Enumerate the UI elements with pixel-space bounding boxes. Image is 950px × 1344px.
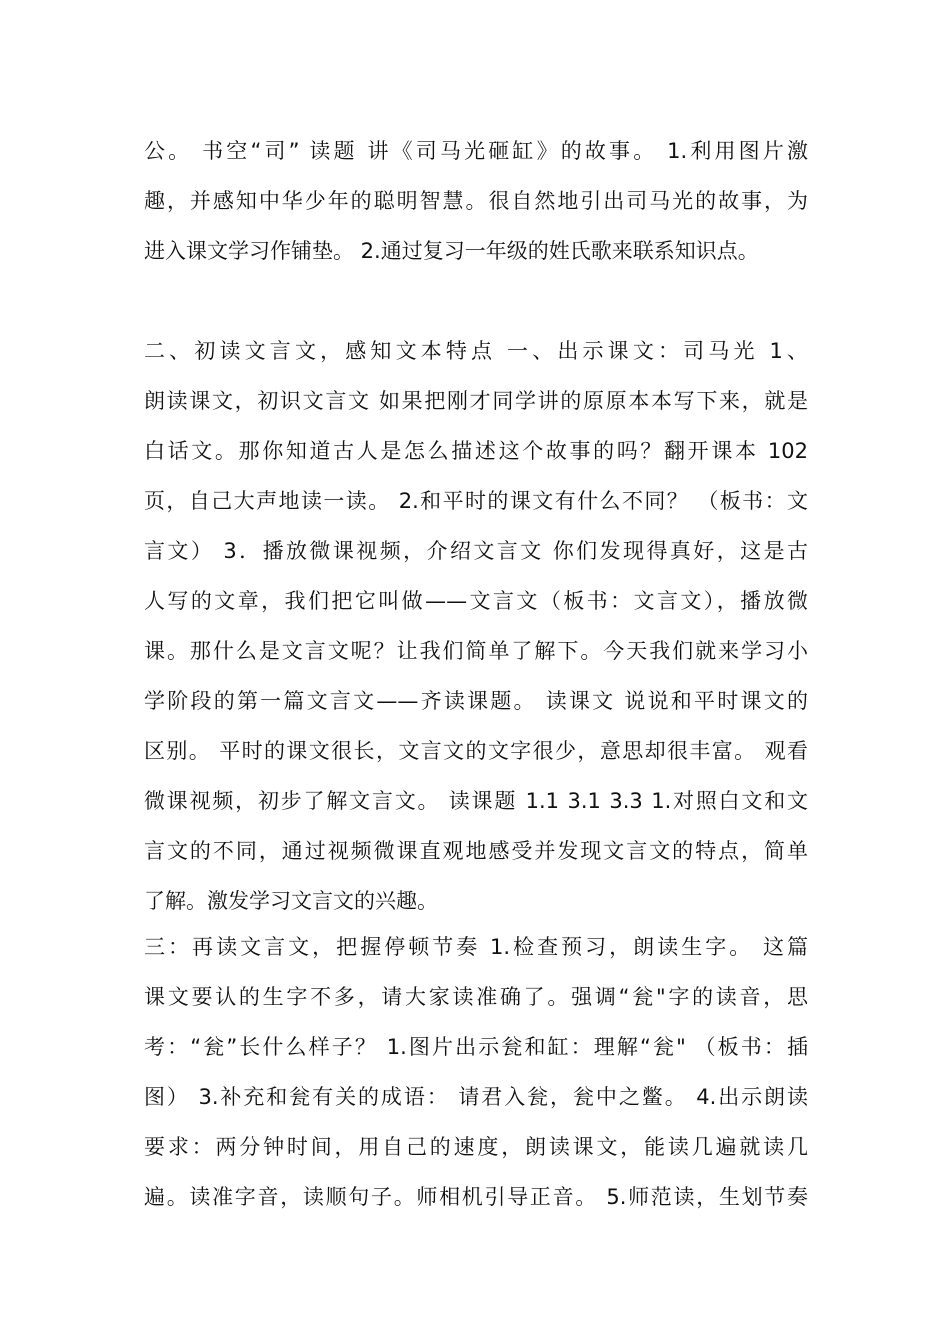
text-line: 人写的文章，我们把它叫做——文言文（板书：文言文），播放微 (144, 589, 808, 613)
text-line: 公。 书空“司” 读题 讲《司马光砸缸》的故事。 1.利用图片激 (144, 139, 808, 163)
text-line: 图） 3.补充和瓮有关的成语： 请君入瓮，瓮中之鳖。 4.出示朗读 (144, 1085, 808, 1109)
text-line: 课。那什么是文言文呢？让我们简单了解下。今天我们就来学习小 (144, 639, 808, 663)
text-line: 言文的不同，通过视频微课直观地感受并发现文言文的特点，简单 (144, 839, 808, 863)
paragraph-intro-continuation (144, 126, 808, 276)
text-line: 朗读课文，初识文言文 如果把刚才同学讲的原原本本写下来，就是 (144, 389, 808, 413)
text-line: 区别。 平时的课文很长，文言文的文字很少，意思却很丰富。 观看 (144, 739, 808, 763)
text-line: 考：“瓮”长什么样子？ 1.图片出示瓮和缸：理解“瓮" （板书：插 (144, 1035, 808, 1059)
text-line: 白话文。那你知道古人是怎么描述这个故事的吗？翻开课本 102 (144, 439, 808, 463)
text-line: 趣，并感知中华少年的聪明智慧。很自然地引出司马光的故事，为 (144, 189, 808, 213)
paragraph-section-three (144, 922, 808, 1222)
text-line: 言文） 3．播放微课视频，介绍文言文 你们发现得真好，这是古 (144, 539, 808, 563)
text-line: 了解。激发学习文言文的兴趣。 (144, 889, 438, 913)
text-line: 微课视频，初步了解文言文。 读课题 1.1 3.1 3.3 1.对照白文和文 (144, 789, 808, 813)
text-line: 页，自己大声地读一读。 2.和平时的课文有什么不同？ （板书：文 (144, 489, 808, 513)
text-line: 学阶段的第一篇文言文——齐读课题。 读课文 说说和平时课文的 (144, 689, 808, 713)
text-line: 进入课文学习作铺垫。 2.通过复习一年级的姓氏歌来联系知识点。 (144, 239, 759, 263)
text-line: 遍。读准字音，读顺句子。师相机引导正音。 5.师范读，生划节奏 (144, 1185, 808, 1209)
paragraph-section-two (144, 326, 808, 926)
text-line: 课文要认的生字不多，请大家读准确了。强调“瓮"字的读音，思 (144, 985, 808, 1009)
text-line: 三：再读文言文，把握停顿节奏 1.检查预习，朗读生字。 这篇 (144, 935, 808, 959)
text-line: 二、初读文言文，感知文本特点 一、出示课文：司马光 1、 (144, 339, 808, 363)
text-line: 要求：两分钟时间，用自己的速度，朗读课文，能读几遍就读几 (144, 1135, 808, 1159)
